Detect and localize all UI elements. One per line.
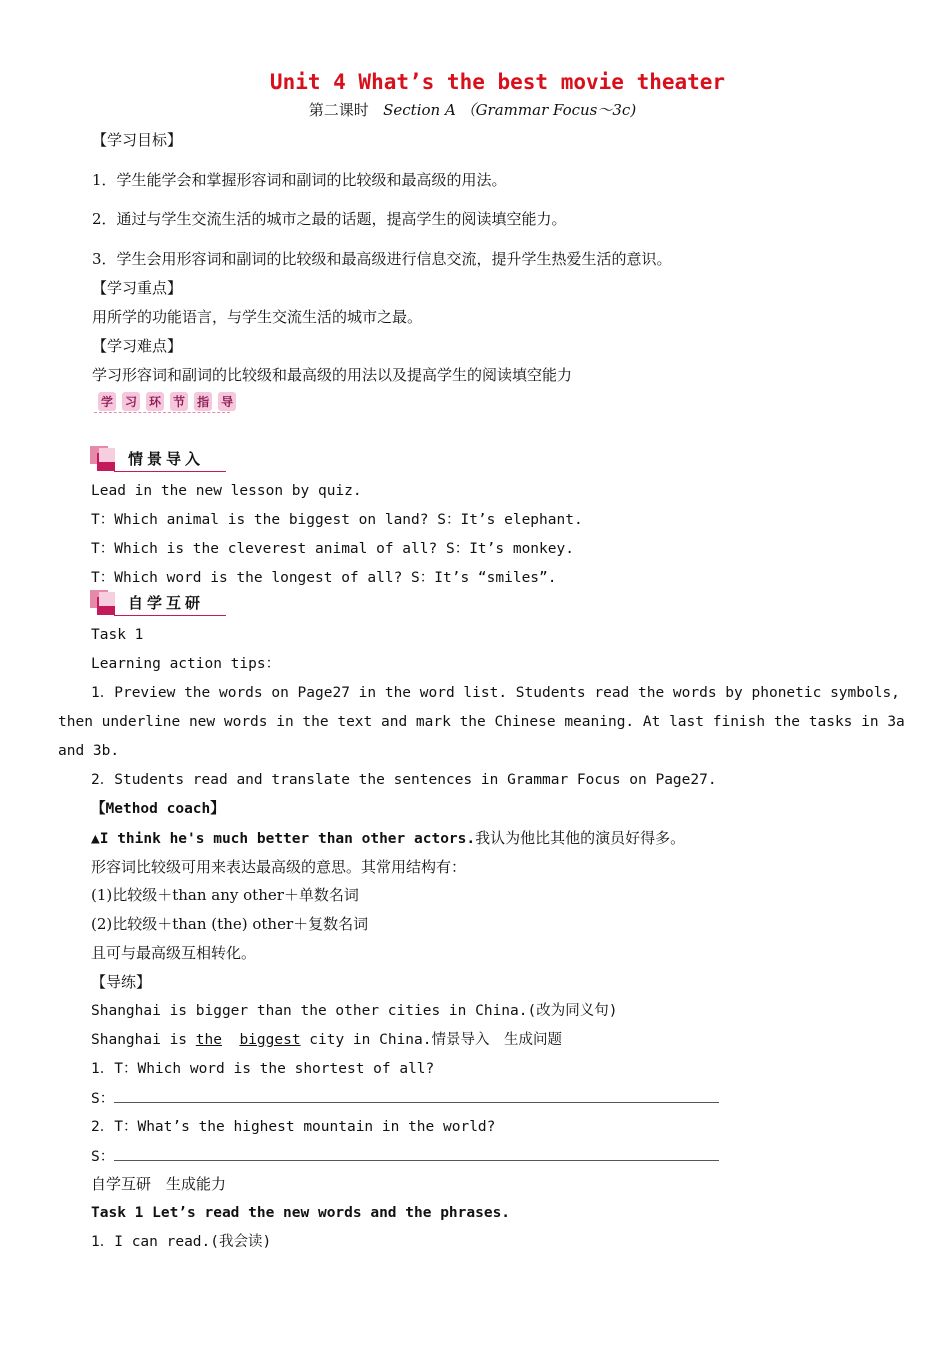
objective-2: 2．通过与学生交流生活的城市之最的话题，提高学生的阅读填空能力。	[92, 210, 567, 228]
answer-s-label-1: S：	[91, 1091, 115, 1107]
tip-1-line-2: then underline new words in the text and mark the Chinese meaning. At last finish the tasks in 3a	[58, 714, 905, 730]
document-subtitle	[0, 100, 945, 120]
answer-s-label-2: S：	[91, 1149, 115, 1165]
objectives-heading: 【学习目标】	[92, 131, 183, 149]
key-points-text: 用所学的功能语言，与学生交流生活的城市之最。	[92, 308, 423, 326]
section-intro-label: 情景导入	[128, 450, 205, 468]
guide-char: 学	[98, 392, 116, 411]
method-example-en: ▲I think he's much better than other actors.	[91, 831, 476, 847]
answer-line-1	[91, 1088, 719, 1109]
tip-1-line-3: and 3b.	[58, 743, 120, 759]
lesson-label: 第二课时	[308, 101, 369, 119]
intro-line-3: T：Which is the cleverest animal of all? S：It’s monkey.	[91, 541, 574, 557]
difficulties-text: 学习形容词和副词的比较级和最高级的用法以及提高学生的阅读填空能力	[92, 366, 573, 384]
structure-2: (2)比较级＋than (the) other＋复数名词	[91, 915, 369, 933]
practice-answer-blank-1: the	[195, 1032, 222, 1048]
guide-char: 指	[194, 392, 212, 411]
section-square-icon	[99, 448, 115, 462]
section-self-heading	[90, 590, 226, 618]
task-1-heading: Task 1 Let’s read the new words and the phrases.	[91, 1205, 511, 1221]
answer-blank-1[interactable]	[114, 1088, 719, 1103]
method-note: 形容词比较级可用来表达最高级的意思。其常用结构有：	[91, 858, 467, 876]
document-title: Unit 4 What’s the best movie theater	[269, 70, 726, 94]
intro-line-2: T：Which animal is the biggest on land? S：It’s elephant.	[91, 512, 583, 528]
key-points-heading: 【学习重点】	[92, 279, 183, 297]
guide-char: 节	[170, 392, 188, 411]
guide-banner-underline	[94, 412, 230, 413]
tip-1-line-1: 1．Preview the words on Page27 in the word list. Students read the words by phonetic symbols,	[91, 685, 900, 701]
guide-char: 习	[122, 392, 140, 411]
practice-heading: 【导练】	[91, 973, 152, 991]
section-rule	[114, 615, 226, 616]
method-example	[91, 828, 685, 849]
conversion-note: 且可与最高级互相转化。	[91, 944, 257, 962]
practice-answer-blank-2: biggest	[239, 1032, 301, 1048]
objective-1: 1．学生能学会和掌握形容词和副词的比较级和最高级的用法。	[92, 171, 507, 189]
intro-line-4: T：Which word is the longest of all? S：It’s “smiles”.	[91, 570, 557, 586]
structure-1: (1)比较级＋than any other＋单数名词	[91, 886, 359, 904]
practice-question: Shanghai is bigger than the other cities in China.(改为同义句)	[91, 1003, 618, 1019]
tip-2: 2．Students read and translate the sentences in Grammar Focus on Page27.	[91, 772, 717, 788]
practice-answer-prefix: Shanghai is	[91, 1032, 196, 1048]
section-intro-heading	[90, 446, 226, 474]
objective-3: 3．学生会用形容词和副词的比较级和最高级进行信息交流，提升学生热爱生活的意识。	[92, 250, 672, 268]
method-heading: 【Method coach】	[91, 801, 225, 817]
difficulties-heading: 【学习难点】	[92, 337, 183, 355]
section-rule	[114, 471, 226, 472]
answer-blank-2[interactable]	[114, 1146, 719, 1161]
intro-line-1: Lead in the new lesson by quiz.	[91, 483, 362, 499]
task-label: Task 1	[91, 627, 144, 643]
i-can-read: 1．I can read.(我会读)	[91, 1234, 272, 1250]
practice-answer-tail: 情景导入 生成问题	[431, 1032, 562, 1048]
answer-line-2	[91, 1146, 719, 1167]
question-1: 1．T：Which word is the shortest of all?	[91, 1061, 435, 1077]
question-2: 2．T：What’s the highest mountain in the world?	[91, 1119, 496, 1135]
practice-answer	[91, 1030, 562, 1050]
section-range: （Grammar Focus～3c)	[460, 101, 637, 119]
guide-banner	[92, 389, 232, 415]
section-square-icon	[99, 592, 115, 606]
practice-answer-suffix: city in China.	[300, 1032, 432, 1048]
method-example-zh: 我认为他比其他的演员好得多。	[475, 829, 686, 847]
guide-char: 环	[146, 392, 164, 411]
self-study-footer: 自学互研 生成能力	[91, 1175, 227, 1193]
guide-char: 导	[218, 392, 236, 411]
section-self-label: 自学互研	[128, 594, 205, 612]
tips-label: Learning action tips：	[91, 656, 281, 672]
section-label: Section A	[383, 101, 456, 119]
